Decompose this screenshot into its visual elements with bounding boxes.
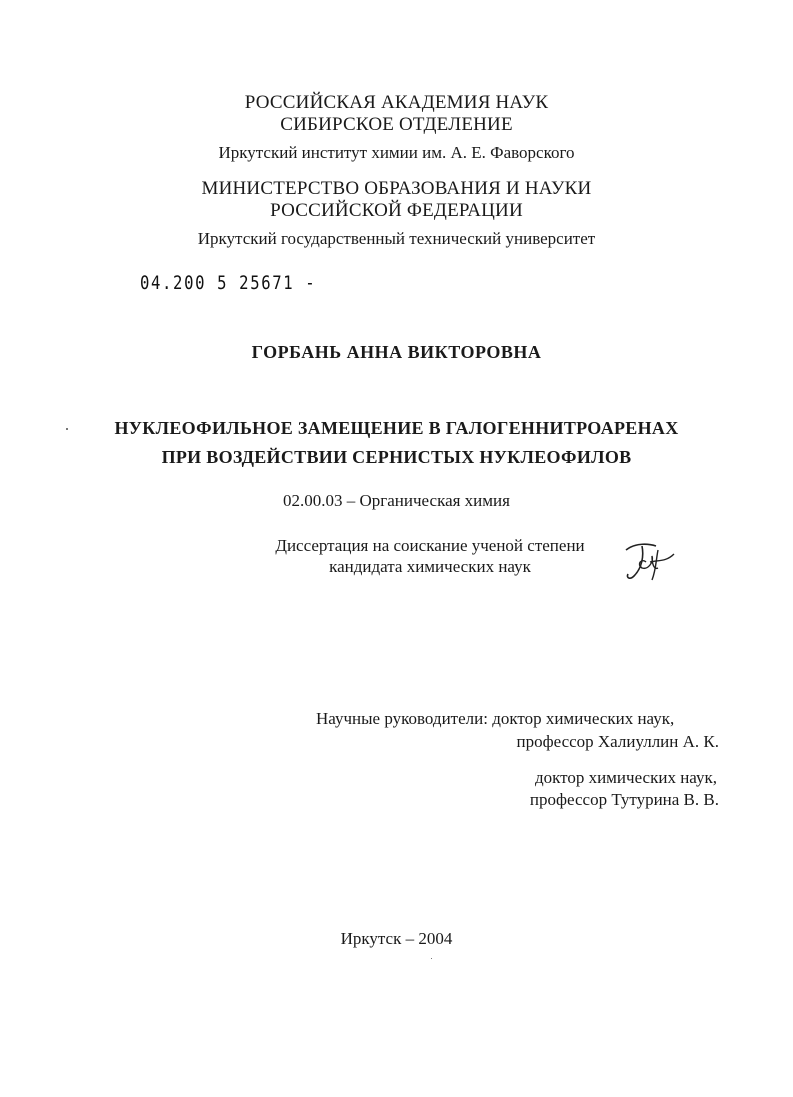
signature-mark [622,540,678,584]
library-stamp-number: 04.200 5 25671 - [140,272,317,294]
thesis-title-line1: НУКЛЕОФИЛЬНОЕ ЗАМЕЩЕНИЕ В ГАЛОГЕННИТРОАРЕНАХ [114,418,679,438]
supervisors-label: Научные руководители: доктор химических наук, [316,709,675,728]
scan-speck [66,428,68,430]
academy-name: РОССИЙСКАЯ АКАДЕМИЯ НАУК [244,92,549,113]
thesis-title-line2: ПРИ ВОЗДЕЙСТВИИ СЕРНИСТЫХ НУКЛЕОФИЛОВ [161,447,632,467]
institute-name: Иркутский институт химии им. А. Е. Фаворского [218,143,575,162]
author-name: ГОРБАНЬ АННА ВИКТОРОВНА [251,342,542,362]
ministry-name-line1: МИНИСТЕРСТВО ОБРАЗОВАНИЯ И НАУКИ [201,178,592,199]
degree-line1: Диссертация на соискание ученой степени [275,536,585,555]
supervisor-2: профессор Тутурина В. В. [529,790,719,809]
university-name: Иркутский государственный технический университет [197,229,596,248]
supervisor-1: профессор Халиуллин А. К. [516,732,719,751]
branch-name: СИБИРСКОЕ ОТДЕЛЕНИЕ [280,114,513,135]
ministry-name-line2: РОССИЙСКОЙ ФЕДЕРАЦИИ [270,200,523,221]
specialty-code: 02.00.03 – Органическая химия [283,491,510,510]
place-and-year: Иркутск – 2004 [340,929,453,948]
supervisor-2-title: доктор химических наук, [534,768,717,787]
signature [622,540,678,589]
scan-speck [431,958,432,959]
degree-line2: кандидата химических наук [329,557,531,576]
